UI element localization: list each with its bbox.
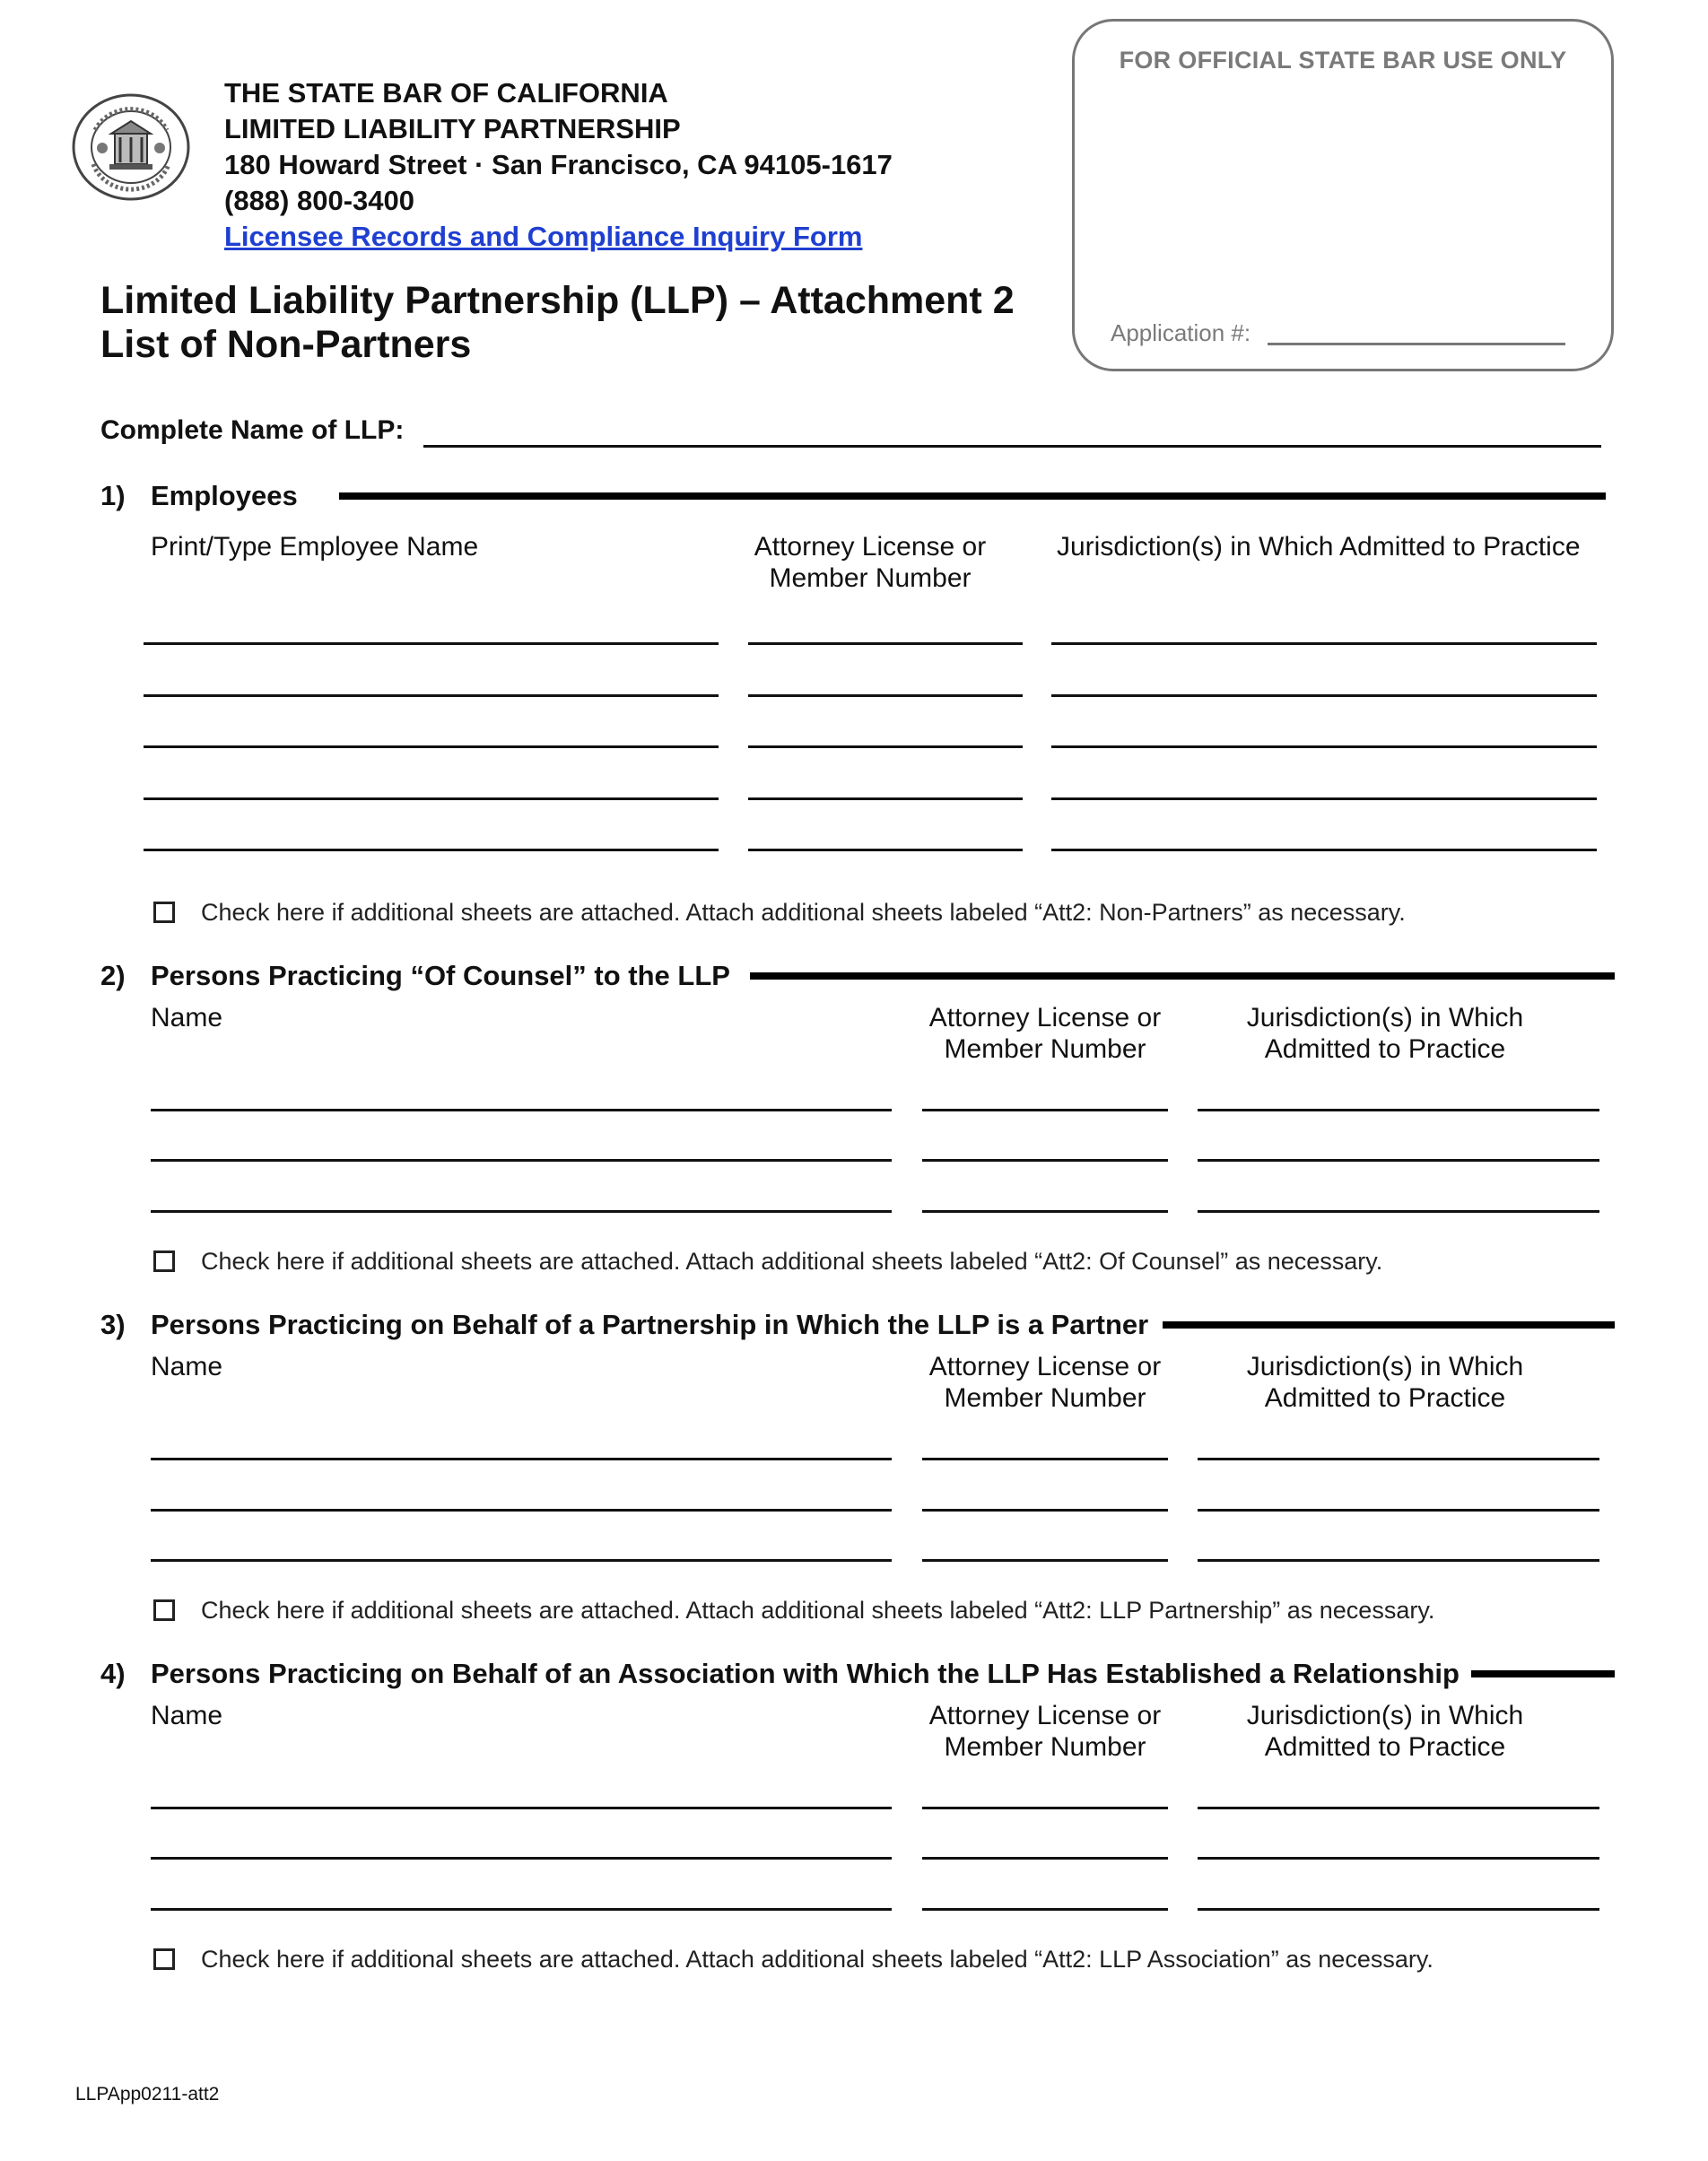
counsel-name-field[interactable] bbox=[151, 1159, 892, 1162]
official-use-label: FOR OFFICIAL STATE BAR USE ONLY bbox=[1119, 47, 1567, 74]
section-divider bbox=[1471, 1670, 1615, 1677]
employee-name-field[interactable] bbox=[144, 797, 719, 800]
employee-license-field[interactable] bbox=[748, 797, 1023, 800]
employee-jurisdiction-field[interactable] bbox=[1051, 797, 1597, 800]
employee-license-field[interactable] bbox=[748, 694, 1023, 697]
partnership-jurisdiction-field[interactable] bbox=[1198, 1559, 1599, 1562]
column-header-name: Name bbox=[151, 1003, 223, 1033]
association-name-field[interactable] bbox=[151, 1857, 892, 1860]
counsel-license-field[interactable] bbox=[922, 1210, 1168, 1213]
employee-jurisdiction-field[interactable] bbox=[1051, 745, 1597, 748]
additional-sheets-checkbox[interactable] bbox=[153, 902, 175, 923]
partnership-jurisdiction-field[interactable] bbox=[1198, 1458, 1599, 1460]
association-jurisdiction-field[interactable] bbox=[1198, 1807, 1599, 1809]
employee-jurisdiction-field[interactable] bbox=[1051, 694, 1597, 697]
column-header-jurisdiction: Jurisdiction(s) in Which Admitted to Practice bbox=[1057, 532, 1581, 562]
partnership-name-field[interactable] bbox=[151, 1458, 892, 1460]
column-header-jurisdiction-line2: Admitted to Practice bbox=[1264, 1383, 1506, 1413]
counsel-jurisdiction-field[interactable] bbox=[1198, 1210, 1599, 1213]
column-header-jurisdiction: Jurisdiction(s) in Which bbox=[1246, 1701, 1524, 1730]
additional-sheets-note: Check here if additional sheets are attached. Attach additional sheets labeled “Att2: LLP Partnership” as necessary. bbox=[201, 1597, 1435, 1624]
column-header-license: Attorney License or bbox=[928, 1352, 1162, 1381]
partnership-license-field[interactable] bbox=[922, 1458, 1168, 1460]
org-phone: (888) 800-3400 bbox=[224, 185, 414, 216]
column-header-jurisdiction: Jurisdiction(s) in Which bbox=[1246, 1003, 1524, 1033]
counsel-jurisdiction-field[interactable] bbox=[1198, 1159, 1599, 1162]
form-code: LLPApp0211-att2 bbox=[75, 2084, 220, 2104]
counsel-name-field[interactable] bbox=[151, 1210, 892, 1213]
employee-name-field[interactable] bbox=[144, 849, 719, 851]
association-license-field[interactable] bbox=[922, 1857, 1168, 1860]
official-use-box bbox=[1072, 19, 1614, 371]
section-divider bbox=[750, 972, 1615, 980]
counsel-license-field[interactable] bbox=[922, 1159, 1168, 1162]
partnership-jurisdiction-field[interactable] bbox=[1198, 1509, 1599, 1512]
column-header-name: Name bbox=[151, 1352, 223, 1381]
column-header-jurisdiction-line2: Admitted to Practice bbox=[1264, 1034, 1506, 1064]
application-number-field bbox=[1268, 343, 1565, 345]
page-subtitle: List of Non-Partners bbox=[100, 323, 472, 366]
association-license-field[interactable] bbox=[922, 1807, 1168, 1809]
section-title-of-counsel: Persons Practicing “Of Counsel” to the LLP bbox=[151, 960, 730, 991]
column-header-license: Attorney License or bbox=[928, 1701, 1162, 1730]
section-number: 4) bbox=[100, 1658, 126, 1689]
page-title: Limited Liability Partnership (LLP) – Attachment 2 bbox=[100, 279, 1015, 322]
section-title-employees: Employees bbox=[151, 480, 298, 511]
employee-license-field[interactable] bbox=[748, 745, 1023, 748]
llp-name-field[interactable] bbox=[423, 445, 1601, 448]
partnership-name-field[interactable] bbox=[151, 1559, 892, 1562]
additional-sheets-note: Check here if additional sheets are attached. Attach additional sheets labeled “Att2: Of Counsel” as necessary. bbox=[201, 1248, 1383, 1275]
column-header-name: Print/Type Employee Name bbox=[151, 532, 479, 562]
additional-sheets-note: Check here if additional sheets are attached. Attach additional sheets labeled “Att2: Non-Partners” as necessary. bbox=[201, 899, 1406, 926]
employee-name-field[interactable] bbox=[144, 694, 719, 697]
partnership-name-field[interactable] bbox=[151, 1509, 892, 1512]
section-title-llp-association: Persons Practicing on Behalf of an Association with Which the LLP Has Established a Relationship bbox=[151, 1658, 1460, 1689]
association-license-field[interactable] bbox=[922, 1908, 1168, 1911]
association-jurisdiction-field[interactable] bbox=[1198, 1908, 1599, 1911]
column-header-license: Attorney License or bbox=[928, 1003, 1162, 1033]
section-title-llp-partnership: Persons Practicing on Behalf of a Partnership in Which the LLP is a Partner bbox=[151, 1309, 1149, 1340]
section-number: 3) bbox=[100, 1309, 126, 1340]
employee-name-field[interactable] bbox=[144, 745, 719, 748]
org-subtitle: LIMITED LIABILITY PARTNERSHIP bbox=[224, 113, 681, 144]
additional-sheets-checkbox[interactable] bbox=[153, 1599, 175, 1621]
org-address: 180 Howard Street · San Francisco, CA 94105-1617 bbox=[224, 149, 893, 180]
column-header-license: Attorney License or bbox=[754, 532, 987, 562]
section-divider bbox=[1163, 1321, 1615, 1329]
org-name: THE STATE BAR OF CALIFORNIA bbox=[224, 77, 668, 109]
employee-name-field[interactable] bbox=[144, 642, 719, 645]
association-name-field[interactable] bbox=[151, 1807, 892, 1809]
additional-sheets-checkbox[interactable] bbox=[153, 1948, 175, 1970]
column-header-license-line2: Member Number bbox=[944, 1383, 1146, 1413]
partnership-license-field[interactable] bbox=[922, 1559, 1168, 1562]
section-divider bbox=[339, 492, 1606, 500]
employee-jurisdiction-field[interactable] bbox=[1051, 642, 1597, 645]
section-number: 2) bbox=[100, 960, 126, 991]
state-bar-seal-icon bbox=[70, 92, 192, 203]
association-name-field[interactable] bbox=[151, 1908, 892, 1911]
partnership-license-field[interactable] bbox=[922, 1509, 1168, 1512]
section-number: 1) bbox=[100, 480, 126, 511]
column-header-name: Name bbox=[151, 1701, 223, 1730]
employee-jurisdiction-field[interactable] bbox=[1051, 849, 1597, 851]
llp-name-label: Complete Name of LLP: bbox=[100, 415, 405, 445]
additional-sheets-checkbox[interactable] bbox=[153, 1250, 175, 1272]
column-header-license-line2: Member Number bbox=[944, 1034, 1146, 1064]
counsel-license-field[interactable] bbox=[922, 1109, 1168, 1111]
column-header-license-line2: Member Number bbox=[769, 563, 972, 593]
employee-license-field[interactable] bbox=[748, 642, 1023, 645]
inquiry-form-link[interactable]: Licensee Records and Compliance Inquiry Form bbox=[224, 221, 863, 252]
column-header-jurisdiction-line2: Admitted to Practice bbox=[1264, 1732, 1506, 1762]
application-number-label: Application #: bbox=[1111, 319, 1251, 346]
column-header-license-line2: Member Number bbox=[944, 1732, 1146, 1762]
additional-sheets-note: Check here if additional sheets are attached. Attach additional sheets labeled “Att2: LLP Association” as necessary. bbox=[201, 1946, 1434, 1973]
association-jurisdiction-field[interactable] bbox=[1198, 1857, 1599, 1860]
employee-license-field[interactable] bbox=[748, 849, 1023, 851]
column-header-jurisdiction: Jurisdiction(s) in Which bbox=[1246, 1352, 1524, 1381]
counsel-jurisdiction-field[interactable] bbox=[1198, 1109, 1599, 1111]
counsel-name-field[interactable] bbox=[151, 1109, 892, 1111]
